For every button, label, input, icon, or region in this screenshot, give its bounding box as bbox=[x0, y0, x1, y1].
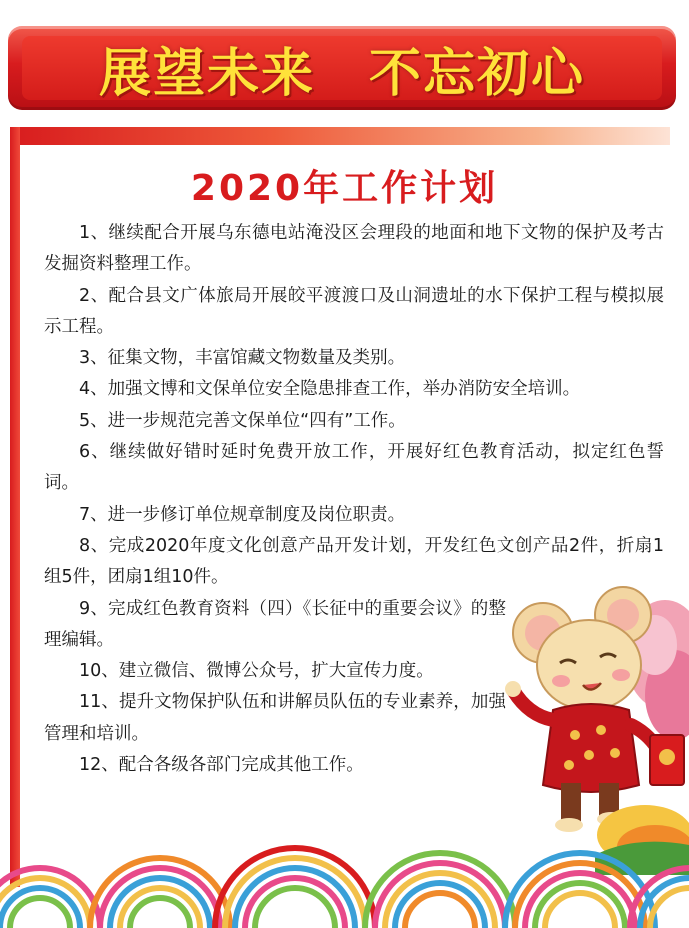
header-banner-inner bbox=[22, 36, 662, 104]
plan-item-10: 10、建立微信、微博公众号，扩大宣传力度。 bbox=[79, 661, 434, 682]
frame-top-stripe bbox=[10, 127, 670, 145]
plan-item-8: 8、完成2020年度文化创意产品开发计划，开发红色文创产品2件，折扇1组5件，团扇1组10件。 bbox=[44, 535, 664, 588]
auspicious-cloud-waves bbox=[0, 800, 689, 928]
plan-item-12: 12、配合各级各部门完成其他工作。 bbox=[79, 755, 364, 776]
header-banner bbox=[8, 26, 676, 110]
page-title: 2020年工作计划 bbox=[190, 168, 499, 209]
plan-item-5: 5、进一步规范完善文保单位“四有”工作。 bbox=[79, 410, 406, 431]
plan-item-9: 9、完成红色教育资料（四）《长征中的重要会议》的整理编辑。 bbox=[44, 598, 506, 650]
plan-item-7: 7、进一步修订单位规章制度及岗位职责。 bbox=[79, 504, 406, 525]
banner-slogan: 展望未来 不忘初心 bbox=[98, 43, 585, 104]
plan-item-6: 6、继续做好错时延时免费开放工作，开展好红色教育活动，拟定红色誓词。 bbox=[44, 442, 664, 494]
frame-left-stripe bbox=[10, 127, 20, 887]
plan-item-4: 4、加强文博和文保单位安全隐患排查工作，举办消防安全培训。 bbox=[79, 379, 581, 400]
plan-item-3: 3、征集文物，丰富馆藏文物数量及类别。 bbox=[79, 348, 406, 369]
plan-item-1: 1、继续配合开展乌东德电站淹没区会理段的地面和地下文物的保护及考古发掘资料整理工作。 bbox=[44, 223, 664, 275]
plan-item-11: 11、提升文物保护队伍和讲解员队伍的专业素养，加强管理和培训。 bbox=[44, 692, 506, 744]
plan-item-2: 2、配合县文广体旅局开展皎平渡渡口及山洞遗址的水下保护工程与模拟展示工程。 bbox=[44, 285, 664, 337]
